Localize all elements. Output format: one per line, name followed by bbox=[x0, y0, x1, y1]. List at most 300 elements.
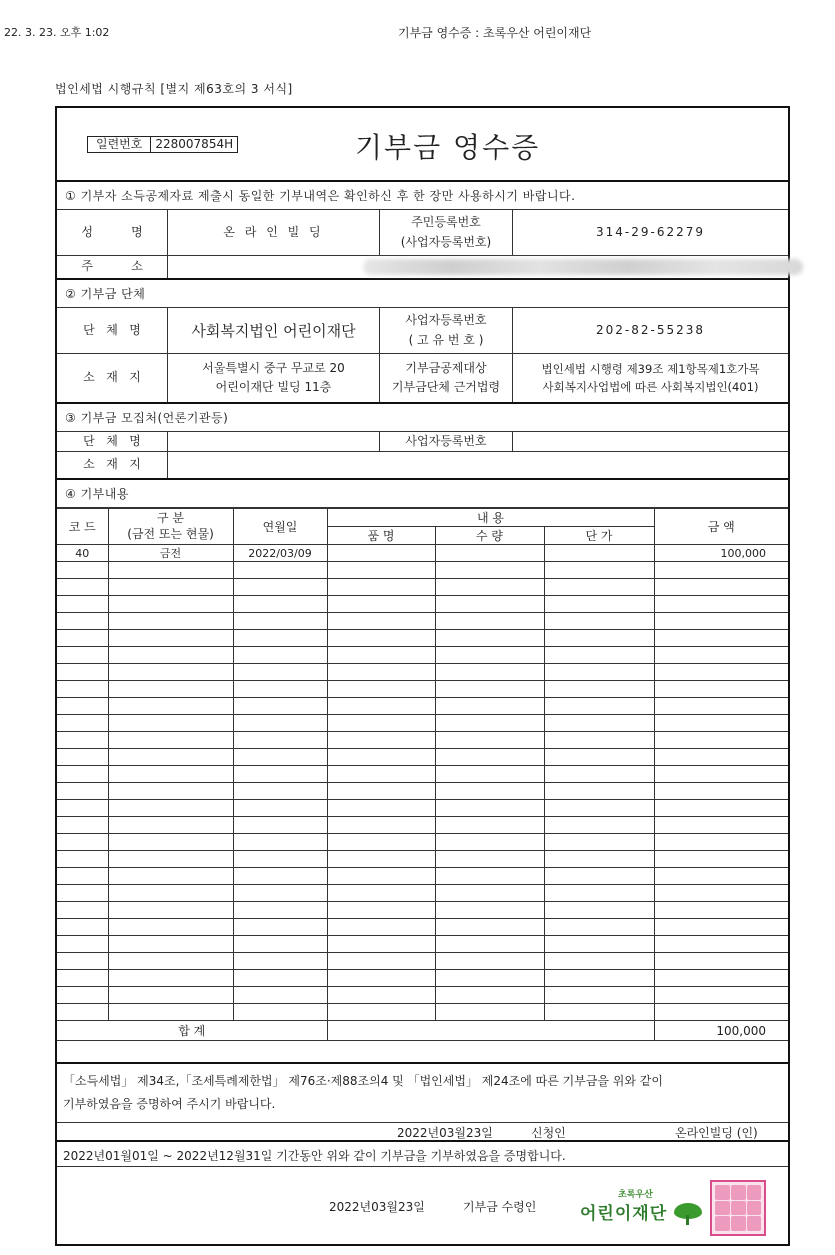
cell-date bbox=[233, 698, 327, 715]
cell-amount bbox=[654, 851, 788, 868]
cell-item bbox=[327, 630, 435, 647]
cell-code bbox=[57, 885, 108, 902]
cell-date bbox=[233, 800, 327, 817]
cell-quantity bbox=[435, 579, 544, 596]
org-reg-number: 202-82-55238 bbox=[513, 308, 788, 354]
cell-type bbox=[108, 783, 233, 800]
cell-item bbox=[327, 817, 435, 834]
cell-code bbox=[57, 749, 108, 766]
logo-title: 어린이재단 bbox=[580, 1203, 668, 1224]
collector-name-label bbox=[57, 432, 168, 452]
cell-code bbox=[57, 630, 108, 647]
cell-date bbox=[233, 851, 327, 868]
table-row bbox=[57, 868, 788, 885]
org-legal-label bbox=[380, 354, 513, 402]
org-reg-label bbox=[380, 308, 513, 354]
cell-quantity bbox=[435, 936, 544, 953]
table-row bbox=[57, 732, 788, 749]
cell-amount bbox=[654, 868, 788, 885]
cell-amount bbox=[654, 681, 788, 698]
table-row bbox=[57, 783, 788, 800]
cell-code bbox=[57, 902, 108, 919]
request-text-line2: 기부하였음을 증명하여 주시기 바랍니다. bbox=[63, 1097, 276, 1111]
cell-unit-price bbox=[544, 562, 654, 579]
cell-quantity bbox=[435, 902, 544, 919]
cell-amount bbox=[654, 596, 788, 613]
serial-value: 228007854H bbox=[151, 136, 238, 153]
cell-date bbox=[233, 613, 327, 630]
org-location-label bbox=[57, 354, 168, 402]
cell-date bbox=[233, 681, 327, 698]
cell-code bbox=[57, 800, 108, 817]
cell-item bbox=[327, 834, 435, 851]
org-legal-label-line2: 기부금단체 근거법령 bbox=[391, 380, 501, 394]
cell-unit-price bbox=[544, 783, 654, 800]
cell-unit-price bbox=[544, 919, 654, 936]
cell-item bbox=[327, 681, 435, 698]
cell-item bbox=[327, 1004, 435, 1021]
org-legal-basis-line2: 사회복지사업법에 따른 사회복지법인(401) bbox=[542, 380, 759, 394]
collector-reg-number bbox=[513, 432, 788, 452]
org-location-line1: 서울특별시 중구 무교로 20 bbox=[202, 360, 345, 375]
cell-amount bbox=[654, 732, 788, 749]
cell-item bbox=[327, 936, 435, 953]
total-row bbox=[57, 1021, 788, 1041]
cell-amount bbox=[654, 664, 788, 681]
cell-unit-price bbox=[544, 987, 654, 1004]
organization-section bbox=[57, 280, 788, 404]
cell-quantity bbox=[435, 987, 544, 1004]
certification-text: 2022년01월01일 ~ 2022년12월31일 기간동안 위와 같이 기부금을 기부하였음을 증명합니다. bbox=[63, 1149, 566, 1163]
cell-date bbox=[233, 732, 327, 749]
donor-name-label-text: 성 명 bbox=[81, 224, 143, 239]
cell-code bbox=[57, 579, 108, 596]
request-applicant-name: 온라인빌딩 (인) bbox=[675, 1126, 758, 1140]
cell-item bbox=[327, 783, 435, 800]
cell-quantity bbox=[435, 851, 544, 868]
cell-item bbox=[327, 579, 435, 596]
cell-date: 2022/03/09 bbox=[233, 545, 327, 562]
cell-quantity bbox=[435, 919, 544, 936]
header-type bbox=[108, 509, 233, 545]
cell-type bbox=[108, 953, 233, 970]
cell-date bbox=[233, 868, 327, 885]
cell-item bbox=[327, 545, 435, 562]
total-amount: 100,000 bbox=[654, 1021, 788, 1041]
receipt-title-section bbox=[57, 108, 788, 182]
cell-unit-price bbox=[544, 1004, 654, 1021]
cell-quantity bbox=[435, 630, 544, 647]
cell-amount bbox=[654, 800, 788, 817]
table-row bbox=[57, 885, 788, 902]
table-row bbox=[57, 562, 788, 579]
cell-item bbox=[327, 647, 435, 664]
cell-item bbox=[327, 766, 435, 783]
cell-quantity bbox=[435, 1004, 544, 1021]
cell-type bbox=[108, 851, 233, 868]
header-unit-price: 단 가 bbox=[544, 527, 654, 545]
collector-location-label bbox=[57, 452, 168, 478]
cell-unit-price bbox=[544, 851, 654, 868]
cell-quantity bbox=[435, 970, 544, 987]
org-legal-basis bbox=[513, 354, 788, 402]
cell-code bbox=[57, 987, 108, 1004]
table-row bbox=[57, 630, 788, 647]
cell-amount bbox=[654, 749, 788, 766]
cell-amount bbox=[654, 1004, 788, 1021]
collector-section bbox=[57, 404, 788, 480]
request-sign-row bbox=[57, 1122, 788, 1142]
cell-code bbox=[57, 562, 108, 579]
cell-amount bbox=[654, 817, 788, 834]
cell-unit-price bbox=[544, 630, 654, 647]
cell-type bbox=[108, 647, 233, 664]
logo-subtitle: 초록우산 bbox=[618, 1189, 653, 1200]
cell-amount bbox=[654, 630, 788, 647]
cell-unit-price bbox=[544, 834, 654, 851]
table-row bbox=[57, 953, 788, 970]
table-row bbox=[57, 1004, 788, 1021]
org-name: 사회복지법인 어린이재단 bbox=[168, 308, 380, 354]
request-date: 2022년03월23일 bbox=[397, 1126, 493, 1140]
org-name-label-text: 단 체 명 bbox=[83, 322, 141, 337]
org-location-line2: 어린이재단 빌딩 11층 bbox=[215, 380, 332, 394]
donor-address-label-text: 주 소 bbox=[81, 259, 143, 274]
cell-unit-price bbox=[544, 817, 654, 834]
cell-date bbox=[233, 902, 327, 919]
cell-amount bbox=[654, 834, 788, 851]
cell-quantity bbox=[435, 885, 544, 902]
cell-date bbox=[233, 936, 327, 953]
page-title: 기부금 영수증 bbox=[355, 131, 541, 164]
cell-unit-price bbox=[544, 664, 654, 681]
cell-item bbox=[327, 698, 435, 715]
cell-unit-price bbox=[544, 715, 654, 732]
cell-type bbox=[108, 902, 233, 919]
donor-name: 온 라 인 빌 딩 bbox=[168, 210, 380, 256]
cell-unit-price bbox=[544, 579, 654, 596]
print-page-title: 기부금 영수증 : 초록우산 어린이재단 bbox=[398, 26, 592, 40]
table-row bbox=[57, 817, 788, 834]
cell-type bbox=[108, 630, 233, 647]
table-row bbox=[57, 987, 788, 1004]
cell-quantity bbox=[435, 953, 544, 970]
cell-date bbox=[233, 817, 327, 834]
cell-unit-price bbox=[544, 953, 654, 970]
donations-heading: ④ 기부내용 bbox=[57, 480, 788, 508]
cell-quantity bbox=[435, 868, 544, 885]
donor-section bbox=[57, 182, 788, 280]
legal-reference: 법인세법 시행규칙 [별지 제63호의 3 서식] bbox=[55, 82, 293, 96]
cell-date bbox=[233, 647, 327, 664]
org-name-label bbox=[57, 308, 168, 354]
table-row bbox=[57, 902, 788, 919]
collector-name bbox=[168, 432, 380, 452]
cell-date bbox=[233, 953, 327, 970]
cell-item bbox=[327, 613, 435, 630]
cell-item bbox=[327, 732, 435, 749]
cell-type bbox=[108, 579, 233, 596]
cell-type bbox=[108, 1004, 233, 1021]
donor-heading: ① 기부자 소득공제자료 제출시 동일한 기부내역은 확인하신 후 한 장만 사용하시기 바랍니다. bbox=[57, 182, 788, 210]
cell-quantity bbox=[435, 681, 544, 698]
cell-quantity bbox=[435, 783, 544, 800]
cell-type bbox=[108, 885, 233, 902]
cell-amount bbox=[654, 970, 788, 987]
cell-amount bbox=[654, 698, 788, 715]
cell-amount bbox=[654, 766, 788, 783]
cell-item bbox=[327, 664, 435, 681]
cell-code bbox=[57, 613, 108, 630]
cell-type bbox=[108, 970, 233, 987]
cell-date bbox=[233, 596, 327, 613]
cell-code bbox=[57, 936, 108, 953]
request-section bbox=[57, 1064, 788, 1142]
serial-number-box bbox=[87, 136, 238, 153]
cell-item bbox=[327, 953, 435, 970]
table-row bbox=[57, 545, 788, 562]
table-row bbox=[57, 647, 788, 664]
cell-date bbox=[233, 919, 327, 936]
cell-date bbox=[233, 766, 327, 783]
cell-date bbox=[233, 664, 327, 681]
table-row bbox=[57, 596, 788, 613]
table-row bbox=[57, 613, 788, 630]
cell-unit-price bbox=[544, 800, 654, 817]
cell-date bbox=[233, 834, 327, 851]
cell-item bbox=[327, 868, 435, 885]
donor-id-label-line1: 주민등록번호 bbox=[411, 215, 481, 230]
cell-code bbox=[57, 596, 108, 613]
cell-type bbox=[108, 749, 233, 766]
cell-amount bbox=[654, 919, 788, 936]
cell-unit-price bbox=[544, 698, 654, 715]
cell-amount bbox=[654, 783, 788, 800]
table-row bbox=[57, 766, 788, 783]
cell-date bbox=[233, 562, 327, 579]
cell-code bbox=[57, 1004, 108, 1021]
cell-code bbox=[57, 919, 108, 936]
cell-quantity bbox=[435, 732, 544, 749]
cell-code bbox=[57, 766, 108, 783]
header-quantity: 수 량 bbox=[435, 527, 544, 545]
table-row bbox=[57, 970, 788, 987]
cell-quantity bbox=[435, 800, 544, 817]
cell-amount bbox=[654, 562, 788, 579]
cell-item bbox=[327, 800, 435, 817]
table-row bbox=[57, 698, 788, 715]
cell-type bbox=[108, 664, 233, 681]
cell-amount bbox=[654, 885, 788, 902]
donations-table bbox=[57, 508, 788, 1041]
collector-name-label-text: 단 체 명 bbox=[83, 433, 141, 448]
header-item: 품 명 bbox=[327, 527, 435, 545]
cell-unit-price bbox=[544, 647, 654, 664]
cell-code bbox=[57, 732, 108, 749]
cell-type bbox=[108, 681, 233, 698]
cell-code bbox=[57, 681, 108, 698]
table-row bbox=[57, 800, 788, 817]
cell-type bbox=[108, 613, 233, 630]
header-content: 내 용 bbox=[327, 509, 654, 527]
cell-item bbox=[327, 749, 435, 766]
org-location-label-text: 소 재 지 bbox=[83, 370, 141, 385]
cell-item bbox=[327, 902, 435, 919]
cell-unit-price bbox=[544, 613, 654, 630]
cell-code bbox=[57, 698, 108, 715]
cell-amount: 100,000 bbox=[654, 545, 788, 562]
table-row bbox=[57, 579, 788, 596]
receipt-form bbox=[55, 106, 790, 1246]
cell-item bbox=[327, 715, 435, 732]
total-spacer bbox=[327, 1021, 654, 1041]
org-reg-label-line1: 사업자등록번호 bbox=[405, 313, 487, 328]
cell-type bbox=[108, 834, 233, 851]
org-reg-label-line2: ( 고 유 번 호 ) bbox=[408, 332, 484, 347]
cell-type bbox=[108, 800, 233, 817]
request-applicant-label: 신청인 bbox=[531, 1126, 566, 1140]
header-type-line2: (금전 또는 현물) bbox=[127, 526, 214, 541]
cell-amount bbox=[654, 953, 788, 970]
cell-unit-price bbox=[544, 732, 654, 749]
cell-type bbox=[108, 766, 233, 783]
org-legal-label-line1: 기부금공제대상 bbox=[405, 360, 487, 375]
header-code: 코 드 bbox=[57, 509, 108, 545]
cell-item bbox=[327, 596, 435, 613]
table-row bbox=[57, 749, 788, 766]
foundation-logo bbox=[580, 1180, 766, 1236]
donor-id-number: 314-29-62279 bbox=[513, 210, 788, 256]
cell-item bbox=[327, 562, 435, 579]
cell-unit-price bbox=[544, 885, 654, 902]
cell-unit-price bbox=[544, 970, 654, 987]
certification-section bbox=[57, 1142, 788, 1244]
cell-quantity bbox=[435, 613, 544, 630]
cell-type: 금전 bbox=[108, 545, 233, 562]
cell-type bbox=[108, 698, 233, 715]
cell-unit-price bbox=[544, 749, 654, 766]
cell-date bbox=[233, 749, 327, 766]
cell-code bbox=[57, 970, 108, 987]
official-seal-stamp bbox=[710, 1180, 766, 1236]
cell-code bbox=[57, 834, 108, 851]
cell-quantity bbox=[435, 545, 544, 562]
cell-unit-price bbox=[544, 545, 654, 562]
donor-id-label bbox=[380, 210, 513, 256]
donor-address-redacted bbox=[168, 256, 788, 278]
cell-code bbox=[57, 817, 108, 834]
table-row bbox=[57, 664, 788, 681]
collector-location bbox=[168, 452, 788, 478]
cell-amount bbox=[654, 987, 788, 1004]
certification-divider bbox=[57, 1166, 788, 1167]
cell-code bbox=[57, 953, 108, 970]
donor-id-label-line2: (사업자등록번호) bbox=[400, 234, 492, 249]
cell-quantity bbox=[435, 664, 544, 681]
collector-location-label-text: 소 재 지 bbox=[83, 457, 141, 472]
donations-section bbox=[57, 480, 788, 1064]
cell-quantity bbox=[435, 715, 544, 732]
cell-amount bbox=[654, 579, 788, 596]
header-type-line1: 구 분 bbox=[157, 510, 184, 525]
print-datetime: 22. 3. 23. 오후 1:02 bbox=[4, 26, 110, 39]
table-row bbox=[57, 851, 788, 868]
cell-date bbox=[233, 630, 327, 647]
collector-reg-label: 사업자등록번호 bbox=[380, 432, 513, 452]
cell-amount bbox=[654, 936, 788, 953]
cell-quantity bbox=[435, 596, 544, 613]
table-header-row bbox=[57, 509, 788, 527]
cell-date bbox=[233, 715, 327, 732]
cell-code bbox=[57, 664, 108, 681]
cell-code bbox=[57, 715, 108, 732]
table-row bbox=[57, 919, 788, 936]
table-row bbox=[57, 834, 788, 851]
cell-unit-price bbox=[544, 766, 654, 783]
cell-quantity bbox=[435, 698, 544, 715]
cell-type bbox=[108, 936, 233, 953]
table-row bbox=[57, 936, 788, 953]
organization-heading: ② 기부금 단체 bbox=[57, 280, 788, 308]
org-legal-basis-line1: 법인세법 시행령 제39조 제1항목제1호가목 bbox=[541, 361, 760, 376]
cell-amount bbox=[654, 902, 788, 919]
cell-type bbox=[108, 715, 233, 732]
org-location bbox=[168, 354, 380, 402]
cell-type bbox=[108, 596, 233, 613]
cell-date bbox=[233, 1004, 327, 1021]
cell-item bbox=[327, 970, 435, 987]
cell-amount bbox=[654, 715, 788, 732]
cell-date bbox=[233, 885, 327, 902]
cell-date bbox=[233, 970, 327, 987]
cell-type bbox=[108, 562, 233, 579]
cell-quantity bbox=[435, 766, 544, 783]
logo-wordmark bbox=[580, 1189, 702, 1224]
cell-type bbox=[108, 817, 233, 834]
cell-quantity bbox=[435, 749, 544, 766]
cell-unit-price bbox=[544, 936, 654, 953]
cell-code: 40 bbox=[57, 545, 108, 562]
header-date: 연월일 bbox=[233, 509, 327, 545]
table-row bbox=[57, 681, 788, 698]
cell-type bbox=[108, 987, 233, 1004]
cell-unit-price bbox=[544, 868, 654, 885]
cell-code bbox=[57, 868, 108, 885]
total-label: 합 계 bbox=[57, 1021, 327, 1041]
cell-quantity bbox=[435, 817, 544, 834]
cell-date bbox=[233, 579, 327, 596]
cell-code bbox=[57, 647, 108, 664]
cell-type bbox=[108, 732, 233, 749]
serial-label: 일련번호 bbox=[87, 136, 151, 153]
cell-type bbox=[108, 919, 233, 936]
table-row bbox=[57, 715, 788, 732]
cell-amount bbox=[654, 647, 788, 664]
collector-heading: ③ 기부금 모집처(언론기관등) bbox=[57, 404, 788, 432]
cell-item bbox=[327, 851, 435, 868]
cell-unit-price bbox=[544, 681, 654, 698]
cell-unit-price bbox=[544, 902, 654, 919]
leaf-icon bbox=[674, 1203, 702, 1219]
cell-item bbox=[327, 919, 435, 936]
donor-name-label bbox=[57, 210, 168, 256]
recipient-label: 기부금 수령인 bbox=[463, 1200, 537, 1214]
cell-code bbox=[57, 851, 108, 868]
redaction-blur bbox=[363, 259, 803, 275]
header-amount: 금 액 bbox=[654, 509, 788, 545]
cell-amount bbox=[654, 613, 788, 630]
cell-quantity bbox=[435, 562, 544, 579]
